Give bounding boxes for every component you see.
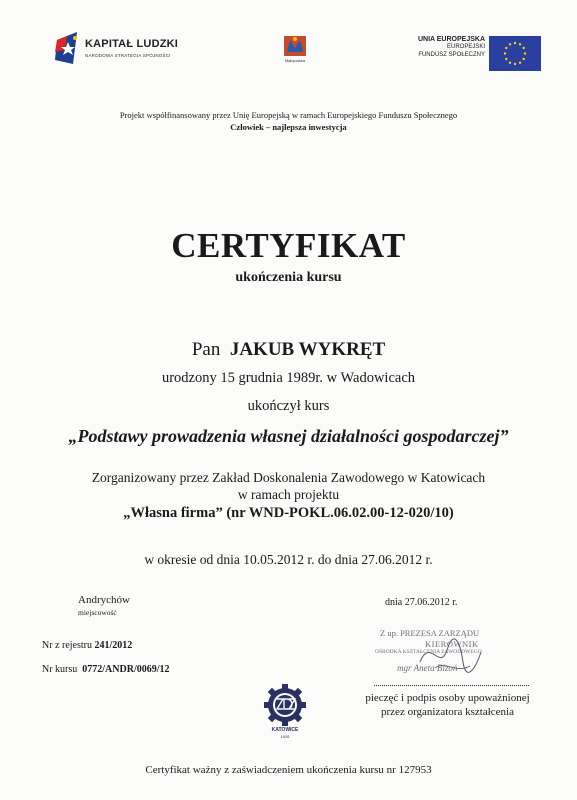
official-stamp bbox=[375, 626, 525, 686]
stamp-line1: Z up. PREZESA ZARZĄDU bbox=[380, 628, 480, 638]
project-slogan: Człowiek – najlepsza inwestycja bbox=[230, 122, 347, 132]
place-label: miejscowość bbox=[78, 608, 117, 617]
signature-caption-line2: przez organizatora kształcenia bbox=[381, 706, 514, 718]
ue-line1: UNIA EUROPEJSKA bbox=[417, 36, 485, 43]
kapital-ludzki-title: KAPITAŁ LUDZKI bbox=[85, 38, 179, 50]
certificate-title: CERTYFIKAT bbox=[171, 226, 406, 265]
course-number-value: 0772/ANDR/0069/12 bbox=[82, 664, 170, 675]
recipient-line bbox=[0, 339, 577, 361]
kapital-ludzki-star-icon bbox=[55, 30, 81, 66]
registry-value: 241/2012 bbox=[94, 640, 133, 651]
ue-line3: FUNDUSZ SPOŁECZNY bbox=[418, 51, 485, 58]
signature-scribble-icon bbox=[415, 632, 485, 676]
zdz-gear-icon bbox=[262, 683, 308, 727]
project-cofinancing-note: Projekt współfinansowany przez Unię Europejską w ramach Europejskiego Funduszu Społecznego bbox=[119, 110, 458, 120]
certificate-subtitle: ukończenia kursu bbox=[235, 270, 342, 285]
organizer-project-label: w ramach projektu bbox=[237, 487, 340, 502]
signature-dotted-line bbox=[374, 683, 529, 686]
stamp-line3: OŚRODKA KSZTAŁCENIA ZAWODOWEGO bbox=[375, 649, 482, 655]
signature-caption-line1: pieczęć i podpis osoby upoważnionej bbox=[365, 692, 530, 704]
zdz-city: KATOWICE bbox=[271, 727, 299, 733]
eu-flag-icon bbox=[489, 36, 541, 71]
unia-europejska-logo bbox=[395, 36, 543, 72]
salutation: Pan bbox=[191, 339, 221, 360]
kapital-ludzki-logo bbox=[55, 28, 185, 72]
issue-date: dnia 27.06.2012 r. bbox=[385, 597, 458, 608]
course-number-label: Nr kursu bbox=[42, 664, 78, 675]
course-name: „Podstawy prowadzenia własnej działalności gospodarczej” bbox=[68, 426, 509, 446]
stamp-line4: mgr Aneta Bizoń bbox=[397, 663, 458, 673]
malopolska-emblem-icon bbox=[278, 34, 312, 58]
birth-info: urodzony 15 grudnia 1989r. w Wadowicach bbox=[161, 370, 416, 386]
ue-line2: EUROPEJSKI bbox=[446, 44, 485, 51]
place-value: Andrychów bbox=[78, 594, 130, 606]
zdz-logo bbox=[262, 683, 308, 743]
completed-label: ukończył kurs bbox=[247, 398, 330, 414]
course-period: w okresie od dnia 10.05.2012 r. do dnia 27.06.2012 r. bbox=[144, 552, 433, 567]
malopolska-label: Małopolska bbox=[284, 58, 306, 63]
project-name: „Własna firma” (nr WND-POKL.06.02.00-12-020/10) bbox=[123, 505, 454, 521]
registry-number bbox=[42, 640, 132, 651]
malopolska-logo bbox=[278, 34, 312, 66]
organizer-line: Zorganizowany przez Zakład Doskonalenia Zawodowego w Katowicach bbox=[91, 470, 486, 485]
kapital-ludzki-subtitle: NARODOWA STRATEGIA SPÓJNOŚCI bbox=[85, 53, 171, 58]
course-number bbox=[42, 664, 170, 675]
stamp-line2: KIEROWNIK bbox=[425, 639, 479, 649]
zdz-year: 1926 bbox=[280, 734, 290, 739]
certificate-validity-note: Certyfikat ważny z zaświadczeniem ukończenia kursu nr 127953 bbox=[145, 764, 432, 776]
recipient-name: JAKUB WYKRĘT bbox=[229, 339, 386, 360]
registry-label: Nr z rejestru bbox=[42, 640, 92, 651]
ue-text-block bbox=[418, 36, 485, 59]
